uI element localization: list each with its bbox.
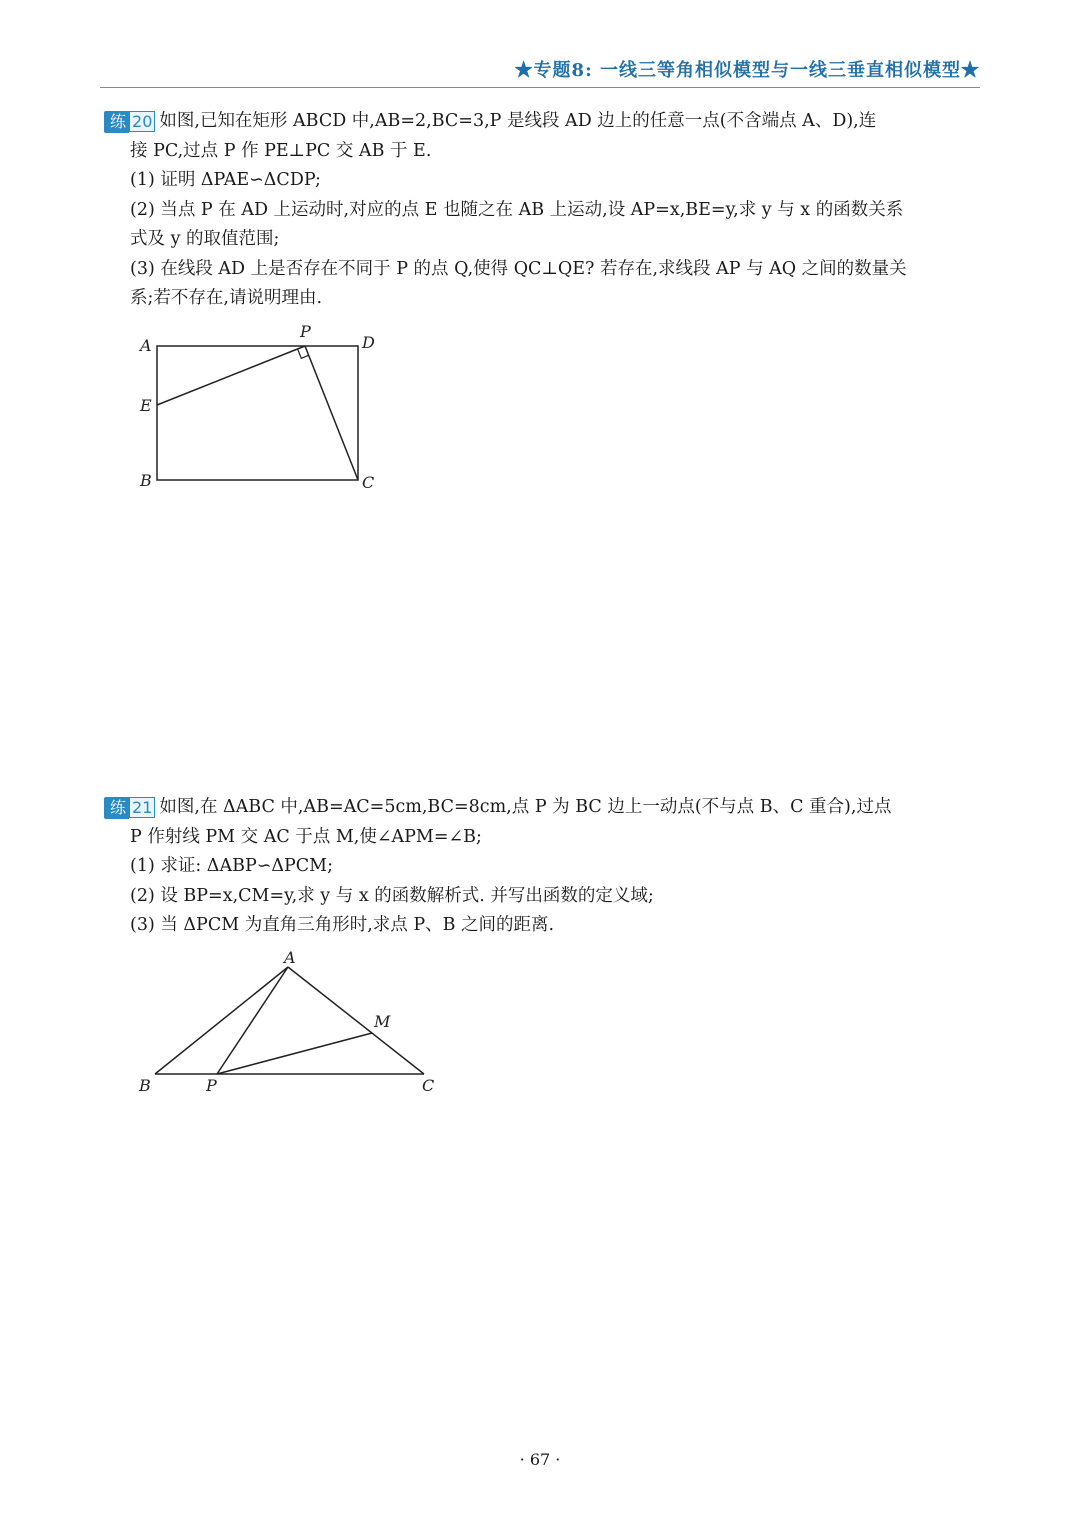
badge-number: 20 [129, 111, 155, 132]
problem-20-line-2: 接 PC,过点 P 作 PE⊥PC 交 AB 于 E. [130, 140, 432, 161]
label-a: A [284, 948, 296, 967]
label-b: B [140, 471, 152, 490]
label-c: C [362, 473, 375, 492]
rectangle-abcd [157, 346, 358, 480]
problem-20-badge [104, 111, 155, 133]
problem-21-badge [104, 797, 155, 819]
triangle-figure [130, 945, 450, 1105]
rectangle-figure [130, 318, 390, 498]
segment-pc [305, 346, 358, 480]
label-p: P [300, 322, 311, 341]
problem-21-part-2: (2) 设 BP=x,CM=y,求 y 与 x 的函数解析式. 并写出函数的定义域; [130, 885, 654, 906]
problem-21-part-1: (1) 求证: ΔABP∽ΔPCM; [130, 856, 334, 876]
segment-ac [288, 967, 424, 1074]
problem-20-part-3: (3) 在线段 AD 上是否存在不同于 P 的点 Q,使得 QC⊥QE? 若存在,求线段 AP 与 AQ 之间的数量关 [130, 258, 907, 279]
problem-21-part-3: (3) 当 ΔPCM 为直角三角形时,求点 P、B 之间的距离. [130, 915, 555, 935]
problem-20-text: 如图,已知在矩形 ABCD 中,AB=2,BC=3,P 是线段 AD 边上的任意一点(不含端点 A、D),连 [159, 111, 877, 131]
problem-21 [104, 793, 984, 941]
page-number: · 67 · [519, 1450, 561, 1469]
label-a: A [140, 336, 152, 355]
header-title: ★专题8: 一线三等角相似模型与一线三垂直相似模型★ [514, 60, 980, 81]
label-c: C [422, 1076, 435, 1095]
problem-21-line-2: P 作射线 PM 交 AC 于点 M,使∠APM=∠B; [130, 826, 482, 847]
problem-20-part-2-cont: 式及 y 的取值范围; [130, 229, 280, 249]
label-p: P [206, 1076, 217, 1095]
label-m: M [374, 1012, 391, 1031]
badge-number: 21 [129, 797, 155, 818]
label-d: D [362, 333, 375, 352]
badge-char: 练 [104, 111, 129, 133]
header-divider [100, 87, 980, 88]
problem-20-part-3-cont: 系;若不存在,请说明理由. [130, 288, 323, 308]
problem-21-text: 如图,在 ΔABC 中,AB=AC=5cm,BC=8cm,点 P 为 BC 边上一动点(不与点 B、C 重合),过点 [159, 797, 892, 817]
problem-20-part-2: (2) 当点 P 在 AD 上运动时,对应的点 E 也随之在 AB 上运动,设 AP=x,BE=y,求 y 与 x 的函数关系 [130, 199, 904, 220]
problem-20-part-1: (1) 证明 ΔPAE∽ΔCDP; [130, 170, 321, 190]
segment-ab [155, 967, 288, 1074]
problem-20 [104, 107, 984, 314]
problem-20-line-1 [104, 107, 984, 137]
label-e: E [140, 396, 152, 415]
segment-pe [157, 346, 305, 405]
label-b: B [139, 1076, 151, 1095]
badge-char: 练 [104, 797, 129, 819]
problem-21-line-1 [104, 793, 984, 823]
